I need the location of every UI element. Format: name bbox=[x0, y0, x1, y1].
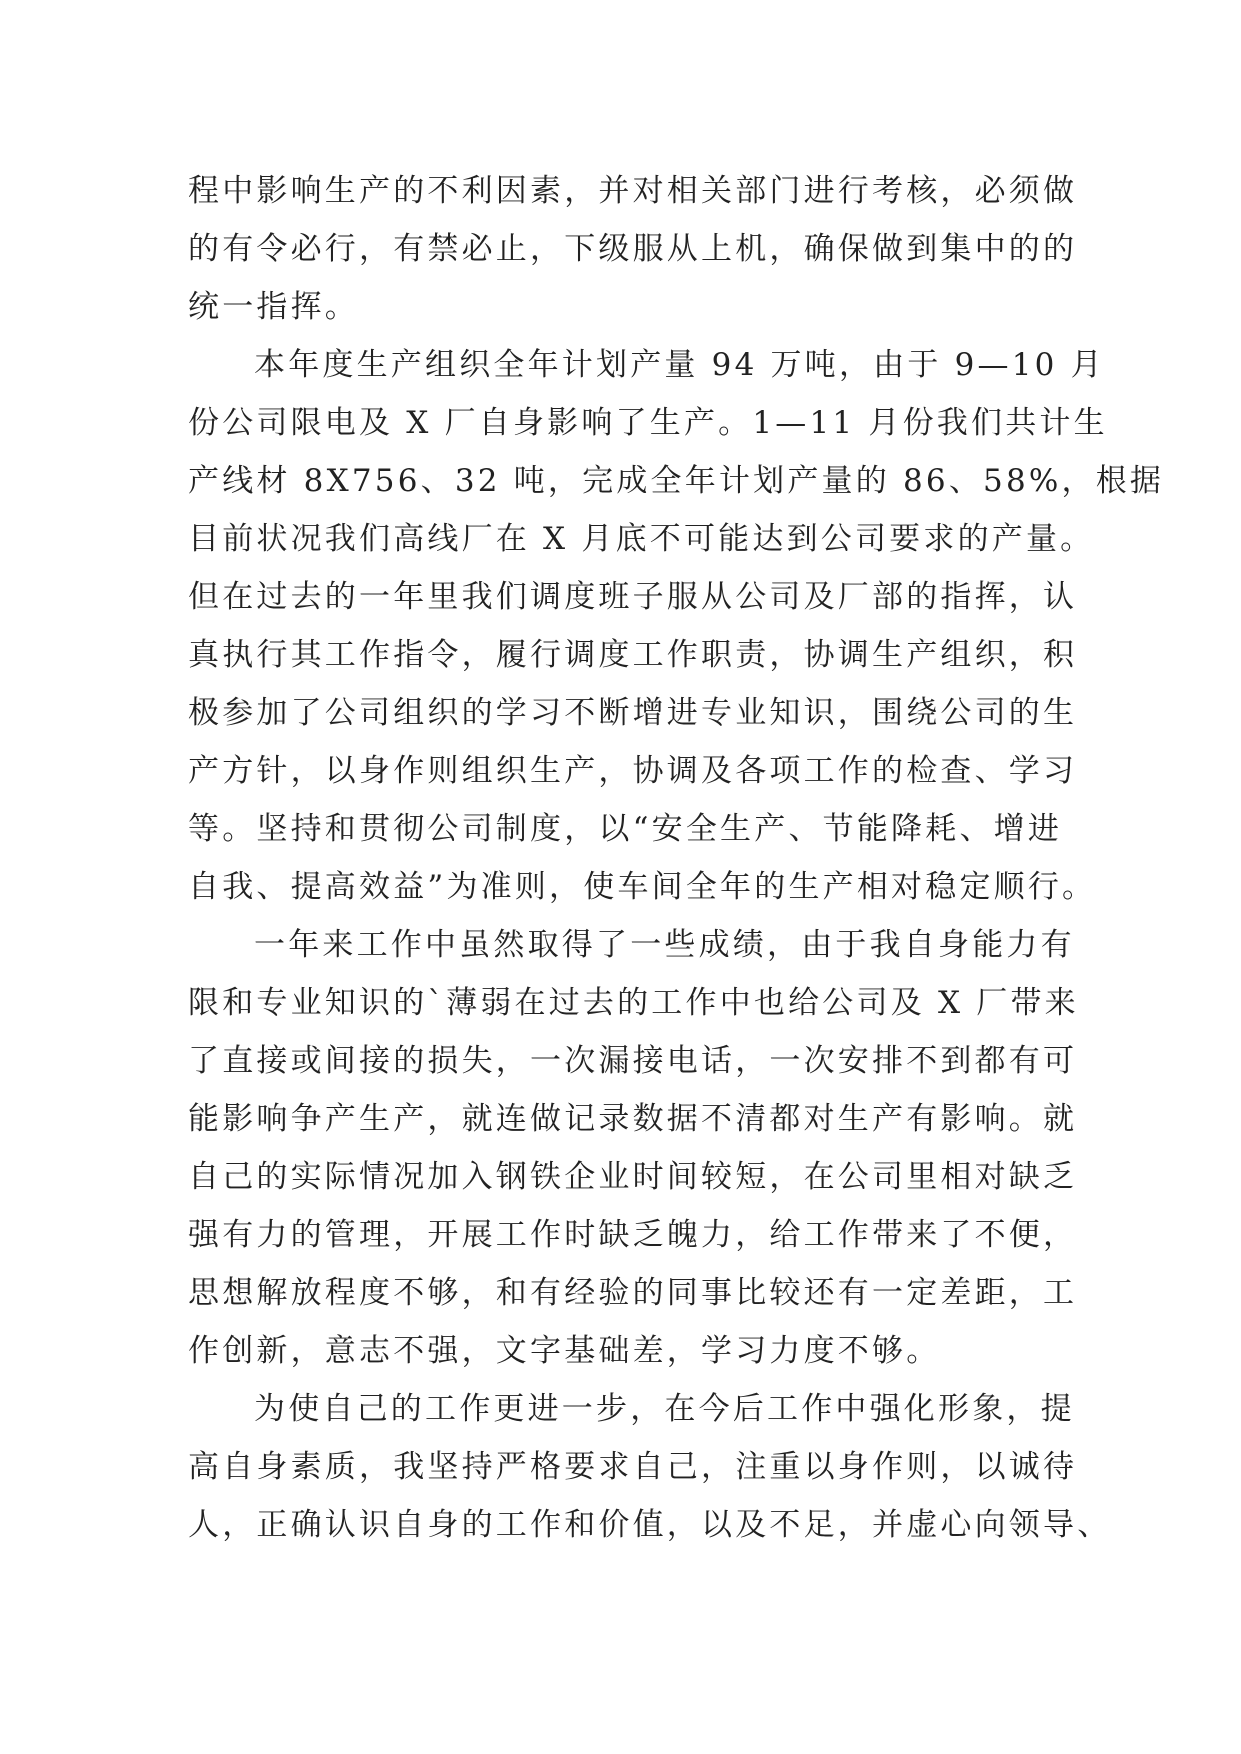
text-line: 极参加了公司组织的学习不断增进专业知识，围绕公司的生 bbox=[188, 695, 1078, 731]
text-line: 等。坚持和贯彻公司制度，以“安全生产、节能降耗、增进 bbox=[188, 811, 1063, 847]
text-line: 但在过去的一年里我们调度班子服从公司及厂部的指挥，认 bbox=[188, 579, 1078, 615]
text-line: 的有令必行，有禁必止，下级服从上机，确保做到集中的的 bbox=[188, 231, 1078, 267]
text-line: 本年度生产组织全年计划产量 94 万吨，由于 9—10 月 bbox=[254, 347, 1105, 383]
text-line: 高自身素质，我坚持严格要求自己，注重以身作则，以诚待 bbox=[188, 1449, 1078, 1485]
text-line: 强有力的管理，开展工作时缺乏魄力，给工作带来了不便， bbox=[188, 1217, 1078, 1253]
paragraph bbox=[188, 162, 1078, 336]
text-line: 了直接或间接的损失，一次漏接电话，一次安排不到都有可 bbox=[188, 1043, 1078, 1079]
text-line: 一年来工作中虽然取得了一些成绩，由于我自身能力有 bbox=[254, 927, 1075, 963]
paragraph bbox=[188, 336, 1165, 916]
text-line: 产线材 8X756、32 吨，完成全年计划产量的 86、58%，根据 bbox=[188, 463, 1165, 499]
text-line: 思想解放程度不够，和有经验的同事比较还有一定差距，工 bbox=[188, 1275, 1078, 1311]
text-line: 自我、提高效益”为准则，使车间全年的生产相对稳定顺行。 bbox=[188, 869, 1097, 905]
text-line: 目前状况我们高线厂在 X 月底不可能达到公司要求的产量。 bbox=[188, 521, 1095, 557]
paragraph bbox=[188, 1380, 1112, 1554]
text-line: 限和专业知识的`薄弱在过去的工作中也给公司及 X 厂带来 bbox=[188, 985, 1079, 1021]
paragraph bbox=[188, 916, 1079, 1380]
text-line: 人，正确认识自身的工作和价值，以及不足，并虚心向领导、 bbox=[188, 1507, 1112, 1543]
text-line: 统一指挥。 bbox=[188, 289, 359, 325]
text-line: 产方针，以身作则组织生产，协调及各项工作的检查、学习 bbox=[188, 753, 1078, 789]
text-line: 份公司限电及 X 厂自身影响了生产。1—11 月份我们共计生 bbox=[188, 405, 1108, 441]
text-line: 为使自己的工作更进一步，在今后工作中强化形象，提 bbox=[254, 1391, 1075, 1427]
text-line: 程中影响生产的不利因素，并对相关部门进行考核，必须做 bbox=[188, 173, 1078, 209]
text-line: 真执行其工作指令，履行调度工作职责，协调生产组织，积 bbox=[188, 637, 1078, 673]
text-line: 能影响争产生产，就连做记录数据不清都对生产有影响。就 bbox=[188, 1101, 1078, 1137]
document-body bbox=[188, 162, 1165, 1554]
text-line: 作创新，意志不强，文字基础差，学习力度不够。 bbox=[188, 1333, 941, 1369]
text-line: 自己的实际情况加入钢铁企业时间较短，在公司里相对缺乏 bbox=[188, 1159, 1078, 1195]
